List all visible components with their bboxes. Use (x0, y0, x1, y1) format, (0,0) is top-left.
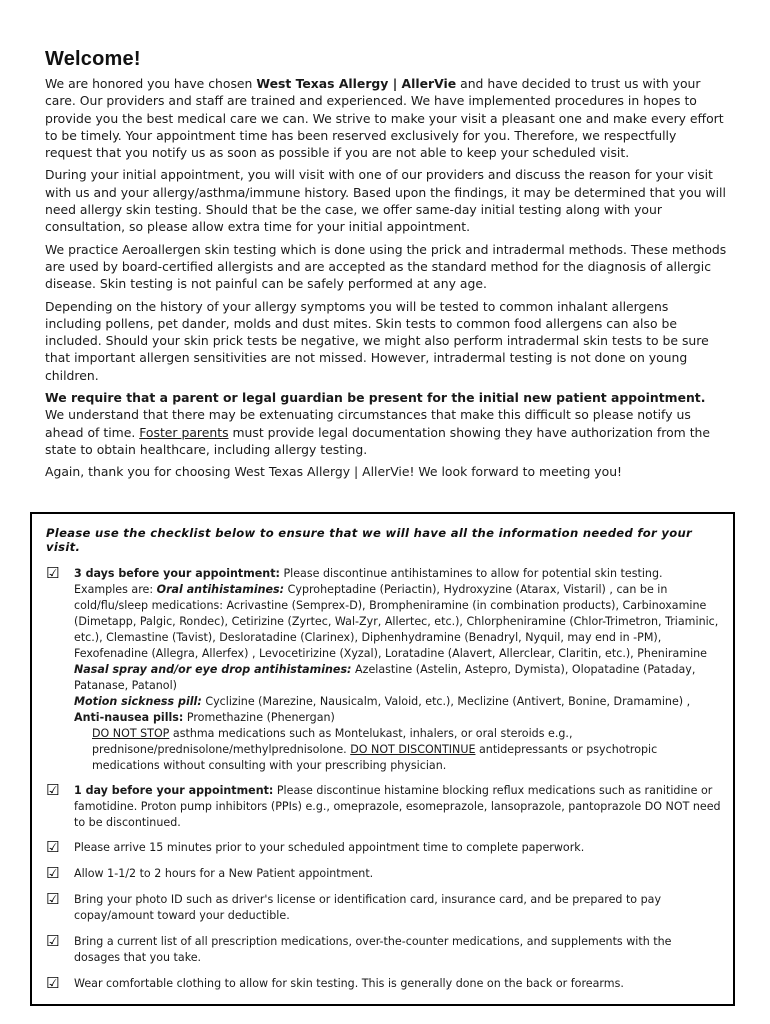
item-text: Allow 1-1/2 to 2 hours for a New Patient appointment. (74, 867, 374, 880)
do-not-stop-label: DO NOT STOP (92, 727, 170, 740)
guardian-text: We understand that there may be extenuating circumstances that make this difficult so please notify us ahead of time. (45, 407, 691, 440)
item-text: Wear comfortable clothing to allow for skin testing. This is generally done on the back or forearms. (74, 977, 624, 990)
item-lead: 1 day before your appointment: (74, 784, 274, 797)
checklist-item-clothing (46, 976, 721, 992)
checkbox-checked-icon[interactable]: ☑ (46, 890, 60, 908)
item-text: Bring a current list of all prescription medications, over-the-counter medications, and supplements with the dosages that you take. (74, 935, 672, 964)
nasal-spray-list: Azelastine (Astelin, Astepro, Dymista), Olopatadine (Pataday, Patanase, Patanol) (74, 663, 696, 692)
foster-parents-text: Foster parents (139, 424, 229, 440)
item-text: Please discontinue antihistamines to allow for potential skin testing. (279, 567, 663, 580)
checklist-item-photo-id (46, 892, 721, 924)
item-lead: 3 days before your appointment: (74, 567, 280, 580)
examples-label: Examples are: (74, 583, 157, 596)
oral-antihistamines-list: Cyproheptadine (Periactin), Hydroxyzine (Atarax, Vistaril) , can be in cold/flu/sleep medications: Acrivastine (Semprex-D), Brompheniramine (in combination products), Carbinoxamine (Dimetapp, Palgic, Rondec), Cetirizine (Zyrtec, Wal-Zyr, Allertec, etc.), Chlorpheniramine (Chlor-Trimetron, Triaminic, etc.), Clemastine (Tavist), Desloratadine (Clarinex), Diphenhydramine (Benadryl, Nyquil, may end in -PM), Fexofenadine (Allegra, Allerfex) , Levocetirizine (Xyzal), Loratadine (Alavert, Allerclear, Claritin, etc.), Pheniramine (74, 583, 719, 660)
brand-name: West Texas Allergy | AllerVie (256, 76, 457, 91)
do-not-stop-text (74, 726, 721, 774)
allergen-testing-paragraph: Depending on the history of your allergy symptoms you will be tested to common inhalant allergens including pollens, pet dander, molds and dust mites. Skin tests to common food allergens can also be included. Should your skin prick tests be negative, we might also perform intradermal skin tests to be sure that important allergen sensitivities are not missed. However, intradermal testing is not done on young children. (45, 298, 709, 383)
checklist-item-3-days (46, 566, 721, 774)
checklist-item-1-day (46, 783, 721, 831)
checkbox-checked-icon[interactable]: ☑ (46, 864, 60, 882)
checklist-item-arrive-early (46, 840, 721, 856)
do-not-stop-list: asthma medications such as Montelukast, inhalers, or oral steroids e.g., prednisone/prednisolone/methylprednisolone. (92, 727, 573, 756)
checkbox-checked-icon[interactable]: ☑ (46, 564, 60, 582)
one-day-text (74, 783, 721, 831)
anti-nausea-text (74, 710, 721, 726)
oral-antihistamines-label: Oral antihistamines: (156, 583, 285, 596)
checklist-item-medication-list (46, 934, 721, 966)
do-not-discontinue-list: antidepressants or psychotropic medications without consulting with your prescribing physician. (92, 743, 658, 772)
checklist-box (30, 512, 735, 1006)
motion-sickness-label: Motion sickness pill: (74, 695, 202, 708)
checkbox-checked-icon[interactable]: ☑ (46, 974, 60, 992)
item-text: Please discontinue histamine blocking reflux medications such as ranitidine or famotidine. Proton pump inhibitors (PPIs) e.g., omeprazole, esomeprazole, lansoprazole, pantoprazole DO NOT need to be discontinued. (74, 784, 721, 829)
guardian-paragraph (45, 389, 727, 458)
anti-nausea-label: Anti-nausea pills: (74, 711, 184, 724)
checkbox-checked-icon[interactable]: ☑ (46, 932, 60, 950)
nasal-spray-label: Nasal spray and/or eye drop antihistamines: (74, 663, 352, 676)
item-text: Please arrive 15 minutes prior to your scheduled appointment time to complete paperwork. (74, 841, 585, 854)
intro-text: We are honored you have chosen (45, 76, 257, 91)
guardian-text-rest: must provide legal documentation showing they have authorization from the state to obtain healthcare, including allergy testing. (45, 424, 711, 457)
skin-testing-paragraph: We practice Aeroallergen skin testing which is done using the prick and intradermal methods. These methods are used by board-certified allergists and are accepted as the standard method for the diagnosis of allergic disease. Skin testing is not painful can be safely performed at any age. (45, 241, 727, 292)
checklist-heading: Please use the checklist below to ensure that we will have all the information needed for your visit. (46, 526, 693, 554)
intro-text-rest: and have decided to trust us with your care. Our providers and staff are trained and experienced. We have implemented procedures in hopes to provide you the best medical care we can. We strive to make your visit a pleasant one and make every effort to be timely. Your appointment time has been reserved exclusively for you. Therefore, we respectfully request that you notify us as soon as possible if you are not able to keep your scheduled visit. (45, 76, 724, 161)
item-text: Bring your photo ID such as driver's license or identification card, insurance card, and be prepared to pay copay/amount toward your deductible. (74, 893, 662, 922)
checkbox-checked-icon[interactable]: ☑ (46, 781, 60, 799)
checklist-item-allow-time (46, 866, 721, 882)
do-not-discontinue-label: DO NOT DISCONTINUE (350, 743, 476, 756)
three-days-text (74, 566, 721, 662)
motion-sickness-list: Cyclizine (Marezine, Nausicalm, Valoid, etc.), Meclizine (Antivert, Bonine, Dramamine) , (201, 695, 691, 708)
page-title: Welcome! (45, 48, 141, 70)
anti-nausea-list: Promethazine (Phenergan) (183, 711, 335, 724)
thank-you-paragraph: Again, thank you for choosing West Texas Allergy | AllerVie! We look forward to meeting you! (45, 464, 623, 480)
motion-sickness-text (74, 694, 721, 710)
welcome-section (45, 48, 727, 486)
intro-paragraph (45, 75, 727, 161)
nasal-spray-text (74, 662, 721, 694)
checkbox-checked-icon[interactable]: ☑ (46, 838, 60, 856)
guardian-requirement: We require that a parent or legal guardian be present for the initial new patient appointment. (45, 390, 706, 406)
initial-appointment-paragraph: During your initial appointment, you will visit with one of our providers and discuss the reason for your visit with us and your allergy/asthma/immune history. Based upon the findings, it may be determined that you will need allergy skin testing. Should that be the case, we offer same-day initial testing along with your consultation, so please allow extra time for your initial appointment. (45, 167, 726, 235)
